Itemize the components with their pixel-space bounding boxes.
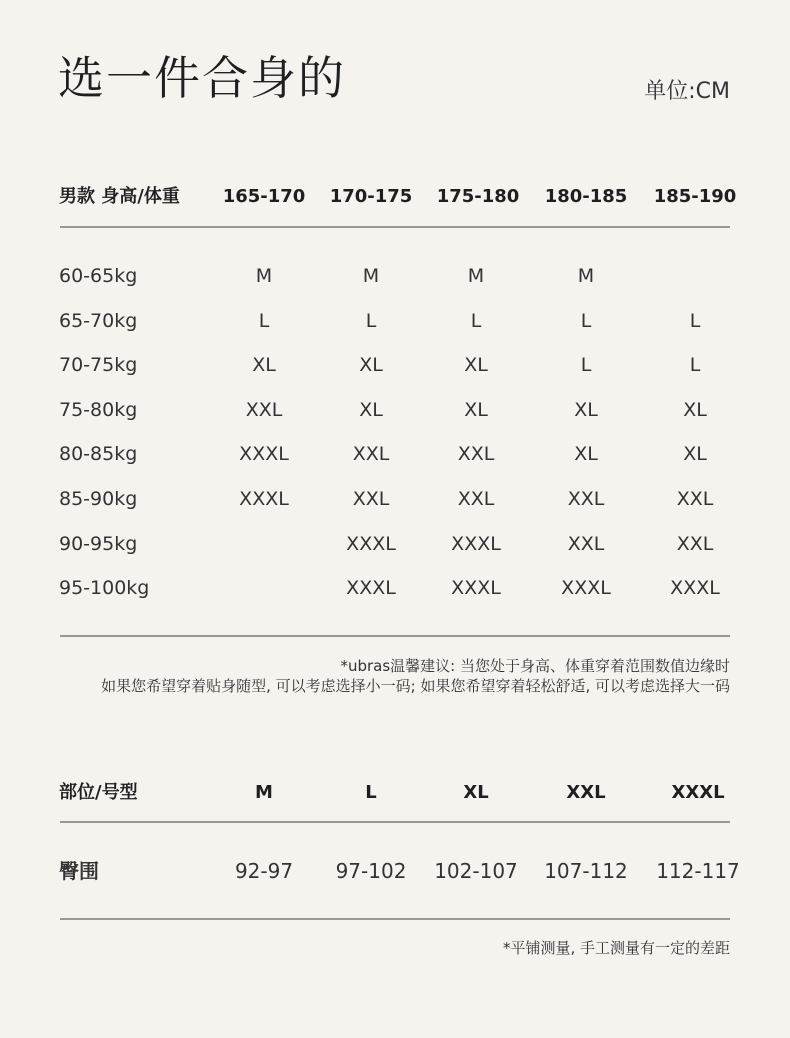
weight-label: 60-65kg bbox=[59, 265, 138, 287]
weight-label: 65-70kg bbox=[59, 309, 138, 332]
table-row bbox=[0, 573, 790, 603]
size-cell: XL bbox=[464, 398, 488, 421]
height-column-header: 185-190 bbox=[653, 186, 737, 207]
table-row bbox=[0, 350, 790, 380]
size-cell: XXL bbox=[567, 532, 605, 555]
size-cell: XL bbox=[252, 354, 276, 377]
divider bbox=[60, 226, 730, 228]
size-cell: L bbox=[580, 309, 592, 332]
height-column-header: 170-175 bbox=[329, 186, 413, 207]
table-header-label: 男款 身高/体重 bbox=[59, 186, 180, 207]
size-cell: XXXL bbox=[451, 577, 501, 600]
size-cell: L bbox=[689, 354, 701, 377]
table-header-label: 部位/号型 bbox=[59, 782, 138, 803]
size-cell: L bbox=[365, 309, 377, 332]
size-column-header: XXXL bbox=[671, 782, 725, 803]
divider bbox=[60, 821, 730, 823]
table-cell: 112-117 bbox=[656, 859, 740, 883]
size-cell: XXXL bbox=[451, 532, 501, 555]
weight-label: 80-85kg bbox=[59, 443, 138, 466]
size-cell: XL bbox=[359, 354, 383, 377]
size-cell: M bbox=[255, 265, 273, 287]
divider bbox=[60, 918, 730, 920]
size-cell: XL bbox=[574, 398, 598, 421]
height-column-header: 165-170 bbox=[222, 186, 306, 207]
weight-label: 70-75kg bbox=[59, 354, 138, 377]
size-cell: XXL bbox=[457, 488, 495, 510]
measurement-note: *平铺测量, 手工测量有一定的差距 bbox=[502, 939, 730, 957]
row-label: 臀围 bbox=[59, 859, 99, 883]
note-line: 如果您希望穿着贴身随型, 可以考虑选择小一码; 如果您希望穿着轻松舒适, 可以考虑选择大一码 bbox=[101, 677, 730, 695]
divider bbox=[60, 635, 730, 637]
table-row bbox=[0, 529, 790, 559]
table-row bbox=[0, 261, 790, 291]
size-cell: XXXL bbox=[670, 577, 720, 600]
size-cell: XXXL bbox=[561, 577, 611, 600]
table-cell: 107-112 bbox=[544, 859, 628, 883]
weight-label: 75-80kg bbox=[59, 398, 138, 421]
size-cell: XXL bbox=[245, 398, 283, 421]
size-column-header: XL bbox=[463, 782, 489, 803]
weight-label: 85-90kg bbox=[59, 488, 138, 510]
size-cell: M bbox=[577, 265, 595, 287]
size-cell: L bbox=[470, 309, 482, 332]
size-cell: L bbox=[258, 309, 270, 332]
table-cell: 92-97 bbox=[234, 859, 294, 883]
table-row bbox=[0, 439, 790, 469]
page-title: 选一件合身的 bbox=[58, 51, 346, 105]
size-cell: XXL bbox=[676, 532, 714, 555]
size-cell: L bbox=[689, 309, 701, 332]
size-cell: M bbox=[467, 265, 485, 287]
size-cell: XXXL bbox=[346, 532, 396, 555]
size-cell: XXXL bbox=[239, 488, 289, 510]
size-column-header: XXL bbox=[566, 782, 606, 803]
table-cell: 97-102 bbox=[335, 859, 407, 883]
size-cell: XL bbox=[683, 398, 707, 421]
size-cell: XL bbox=[574, 443, 598, 466]
size-cell: XL bbox=[359, 398, 383, 421]
height-column-header: 180-185 bbox=[544, 186, 628, 207]
size-cell: XXL bbox=[457, 443, 495, 466]
size-cell: XXL bbox=[352, 488, 390, 510]
size-column-header: L bbox=[365, 782, 377, 803]
note-line: *ubras温馨建议: 当您处于身高、体重穿着范围数值边缘时 bbox=[340, 657, 730, 675]
size-cell: L bbox=[580, 354, 592, 377]
size-advice-note bbox=[101, 656, 730, 696]
size-cell: XXXL bbox=[239, 443, 289, 466]
size-column-header: M bbox=[255, 782, 273, 803]
weight-label: 95-100kg bbox=[59, 577, 150, 600]
table-header-row bbox=[0, 778, 790, 808]
table-row bbox=[0, 306, 790, 336]
size-cell: XXL bbox=[676, 488, 714, 510]
table-header-row bbox=[0, 182, 790, 212]
weight-label: 90-95kg bbox=[59, 532, 138, 555]
table-row bbox=[0, 856, 790, 886]
unit-label: 单位:CM bbox=[644, 79, 730, 104]
size-cell: XL bbox=[464, 354, 488, 377]
height-column-header: 175-180 bbox=[436, 186, 520, 207]
size-cell: XXL bbox=[567, 488, 605, 510]
table-row bbox=[0, 395, 790, 425]
size-cell: XL bbox=[683, 443, 707, 466]
size-cell: XXXL bbox=[346, 577, 396, 600]
size-cell: XXL bbox=[352, 443, 390, 466]
table-row bbox=[0, 484, 790, 514]
size-cell: M bbox=[362, 265, 380, 287]
table-cell: 102-107 bbox=[434, 859, 518, 883]
